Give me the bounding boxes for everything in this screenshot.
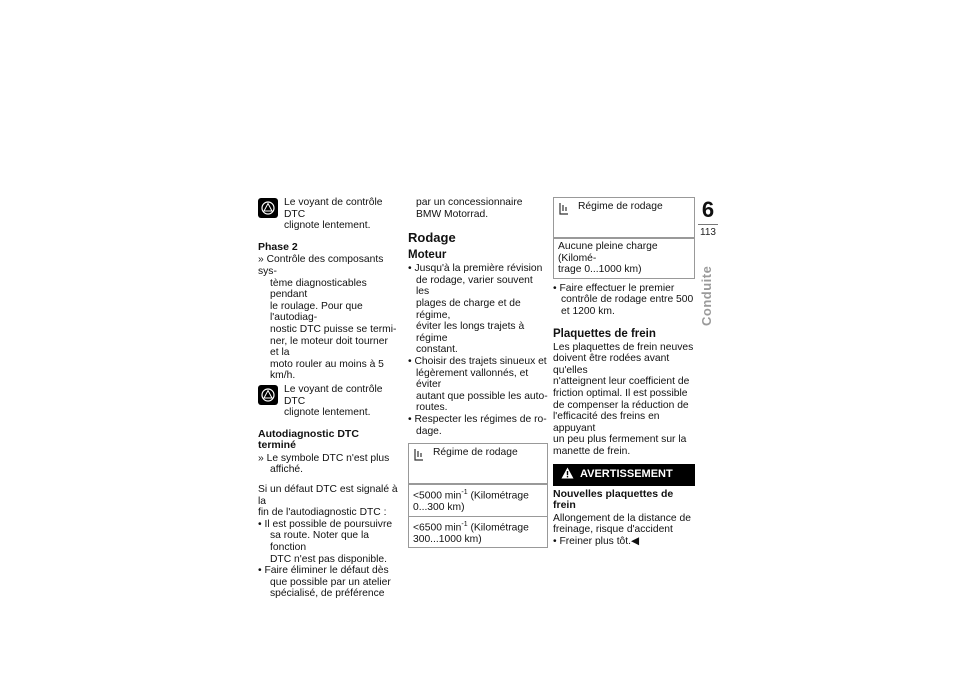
bullet-line: • Faire éliminer le défaut dès	[258, 565, 389, 577]
table-header	[409, 444, 547, 484]
lamp1-line: clignote lentement.	[284, 220, 371, 232]
row-value: 0...300 km)	[413, 502, 465, 514]
bullet-line: plages de charge et de régime,	[416, 297, 521, 321]
table-header-label: Régime de rodage	[578, 201, 663, 212]
text-line: de compenser la réduction de	[553, 399, 689, 411]
dtc-finished-heading: Autodiagnostic DTC terminé	[258, 427, 359, 452]
row-value: (Kilométrage	[467, 490, 529, 502]
text-line: manette de frein.	[553, 445, 631, 457]
brake-pads-heading: Plaquettes de frein	[553, 327, 656, 340]
bullet-line: que possible par un atelier	[270, 576, 391, 588]
table-header-label: Régime de rodage	[433, 447, 518, 459]
bullet-line: de rodage, varier souvent les	[416, 274, 533, 298]
warn-bullet: • Freiner plus tôt.◀	[553, 535, 639, 547]
chapter-side-label: Conduite	[699, 265, 714, 326]
text-line: n'atteignent leur coefficient de	[553, 376, 690, 388]
phase-line: le roulage. Pour que l'autodiag-	[270, 300, 363, 324]
row-value: Aucune pleine charge (Kilomé-	[558, 241, 658, 264]
bullet-line: dage.	[416, 425, 442, 437]
text-line: Les plaquettes de frein neuves	[553, 341, 694, 353]
lamp2-line: clignote lentement.	[284, 407, 371, 419]
moteur-heading: Moteur	[408, 249, 447, 262]
fault-line: Si un défaut DTC est signalé à la	[258, 484, 398, 507]
engine-speed-icon	[558, 201, 570, 231]
row-exponent: -1	[461, 489, 468, 497]
phase-line: » Contrôle des composants sys-	[258, 254, 384, 277]
warning-label: AVERTISSEMENT	[580, 467, 673, 480]
row-value: <5000 min	[413, 490, 462, 502]
warning-lamp-icon	[258, 385, 278, 405]
bullet-line: et 1200 km.	[561, 305, 615, 317]
row-value: 300...1000 km)	[413, 533, 482, 545]
dtc-line: » Le symbole DTC n'est plus	[258, 452, 390, 464]
phase-line: nostic DTC puisse se termi-	[270, 323, 397, 335]
warning-lamp-icon	[258, 198, 278, 218]
chapter-marker	[697, 198, 719, 238]
load-table	[553, 197, 695, 279]
fault-line: fin de l'autodiagnostic DTC :	[258, 507, 387, 519]
phase-2-heading: Phase 2	[258, 240, 298, 253]
chapter-number: 6	[701, 197, 715, 222]
column-3	[553, 197, 695, 547]
column-1	[258, 197, 398, 600]
cont-line: par un concessionnaire	[416, 197, 523, 208]
bullet-line: routes.	[416, 402, 448, 414]
bullet-line: • Il est possible de poursuivre	[258, 518, 393, 530]
text-line: friction optimal. Il est possible	[553, 387, 688, 399]
warn-line: freinage, risque d'accident	[553, 524, 673, 536]
warn-line: Allongement de la distance de	[553, 512, 691, 524]
phase-line: ner, le moteur doit tourner et la	[270, 335, 388, 359]
bullet-line: constant.	[416, 344, 458, 356]
table-row	[554, 238, 694, 278]
rodage-heading: Rodage	[408, 230, 456, 246]
table-header	[554, 198, 694, 238]
phase-2-text	[258, 254, 398, 382]
lamp2-line: Le voyant de contrôle DTC	[284, 383, 383, 407]
phase-line: tème diagnosticables pendant	[270, 277, 367, 301]
text-line: l'efficacité des freins en appuyant	[553, 411, 660, 434]
new-pads-heading: Nouvelles plaquettes de frein	[553, 487, 674, 512]
phase-line: moto rouler au moins à 5 km/h.	[270, 358, 384, 382]
row-exponent: -1	[461, 520, 468, 528]
bullet-line: • Jusqu'à la première révision	[408, 263, 543, 275]
dtc-lamp-note-1	[258, 197, 398, 232]
bullet-line: spécialisé, de préférence	[270, 588, 385, 600]
bullet-line: autant que possible les auto-	[416, 390, 548, 402]
row-value: (Kilométrage	[467, 522, 529, 534]
bullet-line: • Respecter les régimes de ro-	[408, 413, 547, 425]
row-value: <6500 min	[413, 522, 462, 534]
cont-line: BMW Motorrad.	[416, 208, 489, 220]
page-number: 113	[700, 227, 716, 238]
row-value: trage 0...1000 km)	[558, 264, 642, 276]
bullet-line: DTC n'est pas disponible.	[270, 553, 388, 565]
bullet-line: • Choisir des trajets sinueux et	[408, 355, 547, 367]
lamp1-line: Le voyant de contrôle DTC	[284, 197, 383, 220]
bullet-line: contrôle de rodage entre 500	[561, 294, 694, 306]
text-line: doivent être rodées avant qu'elles	[553, 353, 670, 376]
bullet-line: • Faire effectuer le premier	[553, 282, 675, 294]
break-in-speed-table	[408, 443, 548, 548]
bullet-line: éviter les longs trajets à régime	[416, 321, 525, 344]
warning-triangle-icon	[561, 467, 574, 483]
column-2	[408, 197, 548, 552]
table-row	[409, 484, 547, 516]
dtc-line: affiché.	[270, 464, 304, 476]
dtc-lamp-note-2	[258, 384, 398, 419]
bullet-line: sa route. Noter que la fonction	[270, 530, 370, 554]
text-line: un peu plus fermement sur la	[553, 434, 687, 446]
chapter-divider	[698, 224, 718, 225]
engine-speed-icon	[413, 447, 425, 477]
warning-banner	[553, 464, 695, 486]
table-row	[409, 516, 547, 548]
bullet-line: légèrement vallonnés, et éviter	[416, 367, 529, 391]
